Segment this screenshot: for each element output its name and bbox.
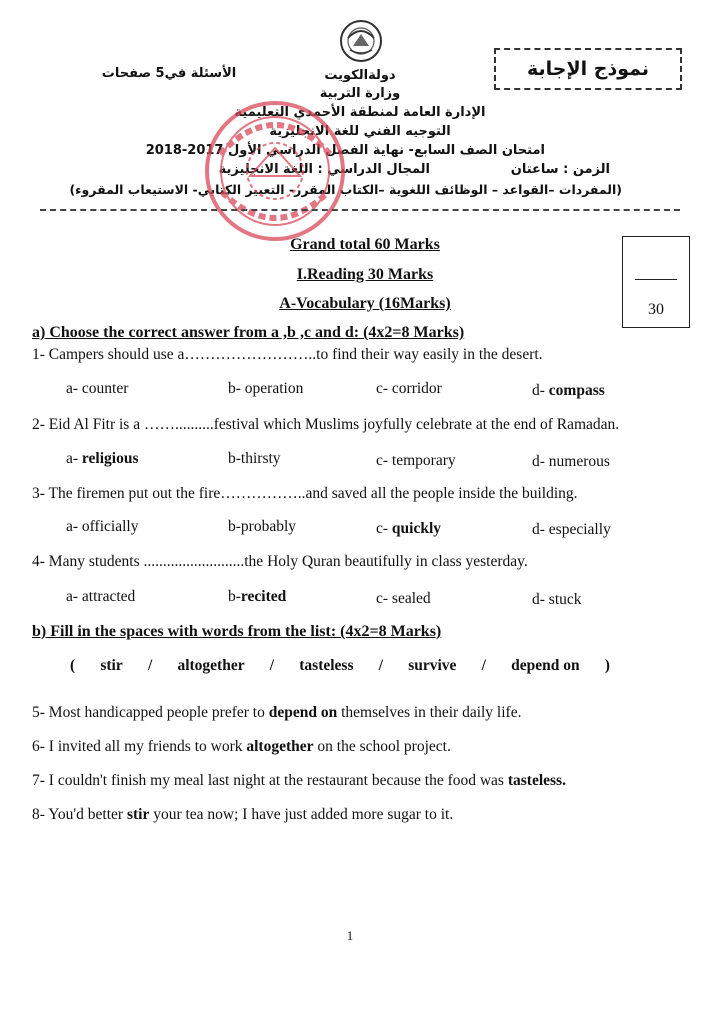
option-3c: c- quickly [376, 520, 442, 537]
header-line-time: الزمن : ساعتان [510, 162, 610, 177]
word-list-separator: / [269, 657, 275, 674]
option-1b: b- operation [228, 380, 304, 397]
word-list-close-paren: ) [604, 657, 610, 674]
answer-5: depend on [268, 704, 338, 721]
kuwait-emblem-icon [338, 18, 384, 64]
section-a-instruction: Choose the correct answer from a ,b ,c and d: (4x2=8 Marks) [45, 324, 465, 341]
word-list-item: stir [100, 657, 123, 674]
question-4: 4- Many students ..........................the Holy Quran beautifully in class yesterday. [32, 553, 528, 570]
word-list-item: tasteless [299, 657, 354, 674]
word-list-separator: / [147, 657, 153, 674]
sentence-7: 7- I couldn't finish my meal last night at the restaurant because the food was tasteless. [32, 772, 566, 789]
option-3a: a- officially [66, 518, 139, 535]
header-line-ministry: وزارة التربية [319, 86, 401, 101]
option-3b: b-probably [228, 518, 297, 535]
question-3: 3- The firemen put out the fire……………..and saved all the people inside the building. [32, 485, 578, 502]
option-2d: d- numerous [532, 453, 610, 470]
option-1c: c- corridor [376, 380, 442, 397]
option-4a: a- attracted [66, 588, 136, 605]
score-blank-line [635, 279, 677, 280]
sentence-6: 6- I invited all my friends to work altogether on the school project. [32, 738, 451, 755]
sentence-5: 5- Most handicapped people prefer to depend on themselves in their daily life. [32, 704, 522, 721]
official-stamp-icon [200, 96, 350, 246]
model-answer-label: نموذج الإجابة [527, 58, 649, 80]
option-2c: c- temporary [376, 452, 456, 469]
vocabulary-title: A-Vocabulary (16Marks) [279, 295, 451, 312]
header-line-subject: المجال الدراسي : اللغة الانجليزية [218, 162, 430, 177]
section-a-prefix: a) [32, 324, 46, 341]
score-total: 30 [648, 301, 664, 318]
word-list-separator: / [378, 657, 384, 674]
header-line-supervision: التوجيه الفني للغة الانجليزية [269, 124, 451, 139]
reading-title: I.Reading 30 Marks [296, 266, 434, 283]
question-2: 2- Eid Al Fitr is a ……..........festival which Muslims joyfully celebrate at the end of Ramadan. [32, 416, 620, 433]
word-list-item: altogether [177, 657, 245, 674]
word-list-separator: / [481, 657, 486, 674]
section-a-heading [32, 324, 464, 342]
word-list [70, 657, 610, 675]
word-list-item: depend on [511, 657, 580, 674]
header-line-components: (المفردات –القواعد – الوظائف اللغوية –الكتاب المقرر- التعبير الكتابي- الاستيعاب المقروء) [69, 182, 622, 197]
pages-note: الأسئلة في5 صفحات [101, 66, 237, 81]
answer-8: stir [126, 806, 150, 823]
model-answer-box [494, 48, 682, 90]
option-3d: d- especially [532, 521, 611, 538]
answer-7: tasteless. [507, 772, 566, 789]
option-4c: c- sealed [376, 590, 431, 607]
grand-total-title: Grand total 60 Marks [290, 236, 440, 253]
header-divider [40, 209, 680, 211]
option-4d: d- stuck [532, 591, 582, 608]
page-number: 1 [346, 928, 354, 943]
option-1d: d- compass [532, 382, 605, 399]
option-4b: b-recited [228, 588, 287, 605]
section-b-heading: b) Fill in the spaces with words from the list: (4x2=8 Marks) [32, 623, 442, 640]
header-line-exam: امتحان الصف السابع- نهاية الفصل الدراسي الأول 2017-2018 [145, 143, 545, 158]
answer-6: altogether [246, 738, 314, 755]
option-2a: a- religious [66, 450, 139, 467]
question-1: 1- Campers should use a……………………..to find their way easily in the desert. [32, 346, 543, 363]
word-list-open-paren: ( [70, 657, 76, 674]
header-line-administration: الإدارة العامة لمنطقة الأحمدي التعليمية [234, 105, 486, 120]
score-box [622, 236, 690, 328]
header-line-country: دولةالكويت [324, 68, 396, 83]
option-1a: a- counter [66, 380, 129, 397]
option-2b: b-thirsty [228, 450, 281, 467]
word-list-item: survive [408, 657, 457, 674]
sentence-8: 8- You'd better stir your tea now; I have just added more sugar to it. [32, 806, 454, 823]
